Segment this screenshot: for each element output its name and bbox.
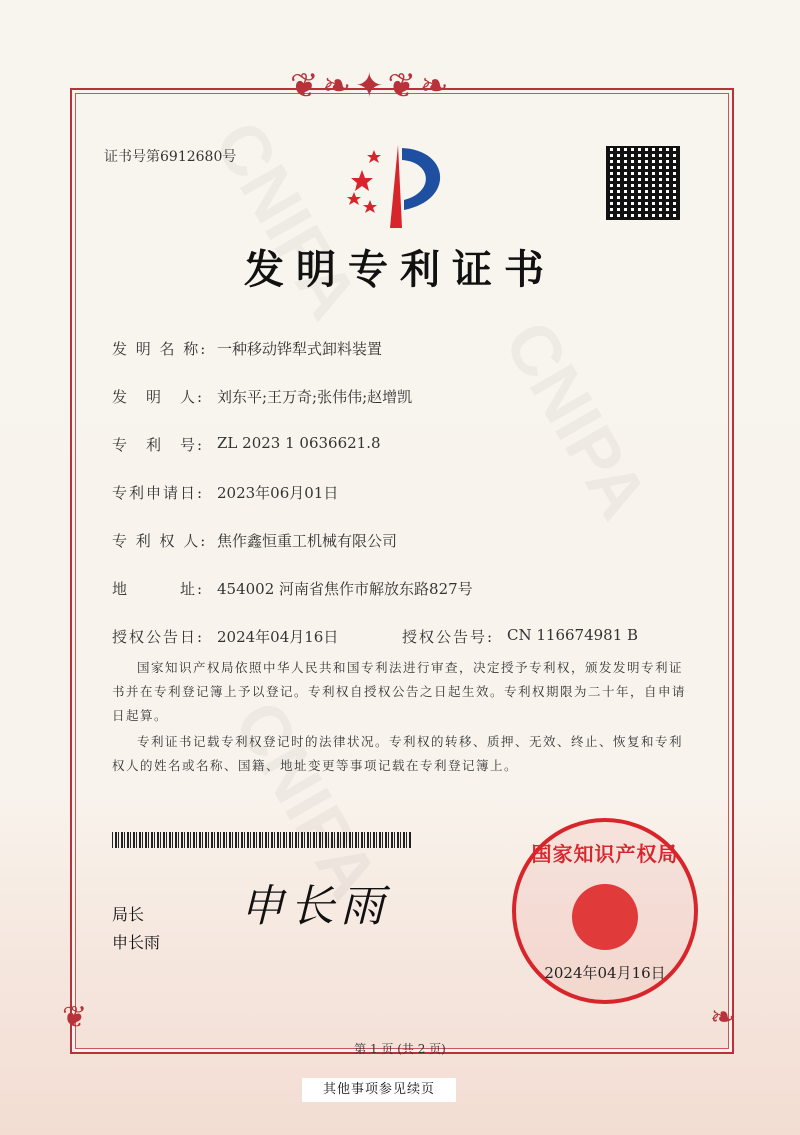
field-invention-name: 发 明 名 称: 一种移动铧犁式卸料装置 (112, 340, 383, 358)
signature: 申长雨 (240, 881, 390, 932)
qr-code (606, 146, 680, 220)
field-inventors: 发 明 人: 刘东平;王万奇;张伟伟;赵增凯 (112, 388, 413, 406)
ornament-corner: ❧ (710, 1000, 736, 1035)
official-seal (512, 818, 698, 1004)
paragraph-legal-status: 专利证书记载专利权登记时的法律状况。专利权的转移、质押、无效、终止、恢复和专利权人的姓名或名称、国籍、地址变更等事项记载在专利登记簿上。 (112, 734, 684, 773)
seal-date: 2024年04月16日 (544, 964, 666, 982)
page-number: 第 1 页 (共 2 页) (354, 1042, 446, 1056)
ornament-corner: ❦ (62, 1000, 88, 1035)
field-application-date: 专利申请日: 2023年06月01日 (112, 484, 339, 502)
certificate-number: 证书号第6912680号 (104, 149, 237, 165)
field-announcement-number: 授权公告号: CN 116674981 B (402, 626, 639, 646)
field-grant-date: 授权公告日: 2024年04月16日 (112, 628, 339, 646)
field-patentee: 专 利 权 人: 焦作鑫恒重工机械有限公司 (112, 532, 398, 550)
ornament-top: ❦❧✦❦❧ (290, 66, 453, 106)
cnipa-logo (340, 140, 460, 230)
continued-note: 其他事项参见续页 (302, 1078, 456, 1102)
paragraph-grant: 国家知识产权局依照中华人民共和国专利法进行审查，决定授予专利权，颁发发明专利证书并在专利登记簿上予以登记。专利权自授权公告之日起生效。专利权期限为二十年，自申请日起算。 (112, 660, 687, 723)
certificate-title: 发明专利证书 (244, 247, 556, 293)
chief-title: 局长 (112, 905, 145, 924)
field-address: 地 址: 454002 河南省焦作市解放东路827号 (112, 580, 473, 598)
seal-name: 国家知识产权局 (531, 842, 679, 866)
chief-name: 申长雨 (112, 933, 161, 952)
barcode (112, 832, 412, 848)
field-patent-number: 专 利 号: ZL 2023 1 0636621.8 (112, 434, 381, 454)
national-emblem-icon (572, 884, 638, 950)
